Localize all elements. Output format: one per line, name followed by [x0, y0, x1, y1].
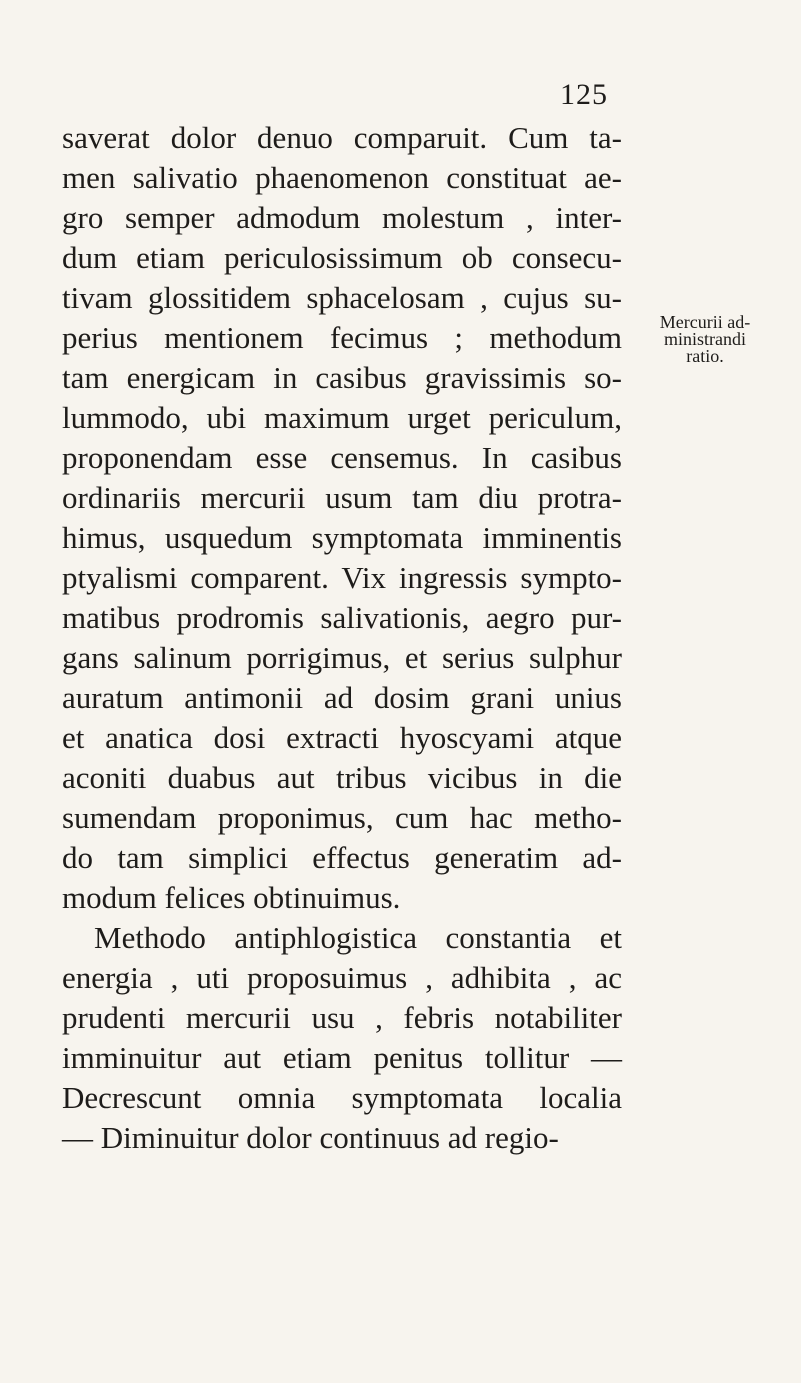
text-line: saverat dolor denuo comparuit. Cum ta-: [62, 120, 622, 155]
text-line: lummodo, ubi maximum urget periculum,: [62, 400, 622, 435]
text-line: et anatica dosi extracti hyoscyami atque: [62, 720, 622, 755]
text-line: Methodo antiphlogistica constantia et: [94, 920, 622, 955]
text-line: sumendam proponimus, cum hac metho-: [62, 800, 622, 835]
text-line: prudenti mercurii usu , febris notabiliter: [62, 1000, 622, 1035]
text-line: gans salinum porrigimus, et serius sulphur: [62, 640, 622, 675]
margin-note-line: ministrandi: [664, 329, 746, 349]
margin-note-line: ratio.: [686, 346, 724, 366]
text-line: imminuitur aut etiam penitus tollitur —: [62, 1040, 622, 1075]
text-line: do tam simplici effectus generatim ad-: [62, 840, 622, 875]
margin-note-line: Mercurii ad-: [659, 312, 751, 332]
page-number: 125: [560, 78, 608, 111]
text-line: tam energicam in casibus gravissimis so-: [62, 360, 622, 395]
text-line: men salivatio phaenomenon constituat ae-: [62, 160, 622, 195]
text-line: ptyalismi comparent. Vix ingressis sympto-: [62, 560, 622, 595]
text-line: perius mentionem fecimus ; methodum: [62, 320, 622, 355]
margin-note: [632, 314, 778, 365]
text-line: modum felices obtinuimus.: [62, 880, 401, 915]
body-text: [62, 118, 622, 1158]
text-line: proponendam esse censemus. In casibus: [62, 440, 622, 475]
text-line: — Diminuitur dolor continuus ad regio-: [62, 1120, 559, 1155]
text-line: ordinariis mercurii usum tam diu protra-: [62, 480, 622, 515]
text-line: aconiti duabus aut tribus vicibus in die: [62, 760, 622, 795]
text-line: Decrescunt omnia symptomata localia: [62, 1080, 622, 1115]
text-line: dum etiam periculosissimum ob consecu-: [62, 240, 622, 275]
text-line: energia , uti proposuimus , adhibita , ac: [62, 960, 622, 995]
text-line: matibus prodromis salivationis, aegro pur-: [62, 600, 622, 635]
text-line: himus, usquedum symptomata imminentis: [62, 520, 622, 555]
text-line: auratum antimonii ad dosim grani unius: [62, 680, 622, 715]
text-line: tivam glossitidem sphacelosam , cujus su-: [62, 280, 622, 315]
text-line: gro semper admodum molestum , inter-: [62, 200, 622, 235]
